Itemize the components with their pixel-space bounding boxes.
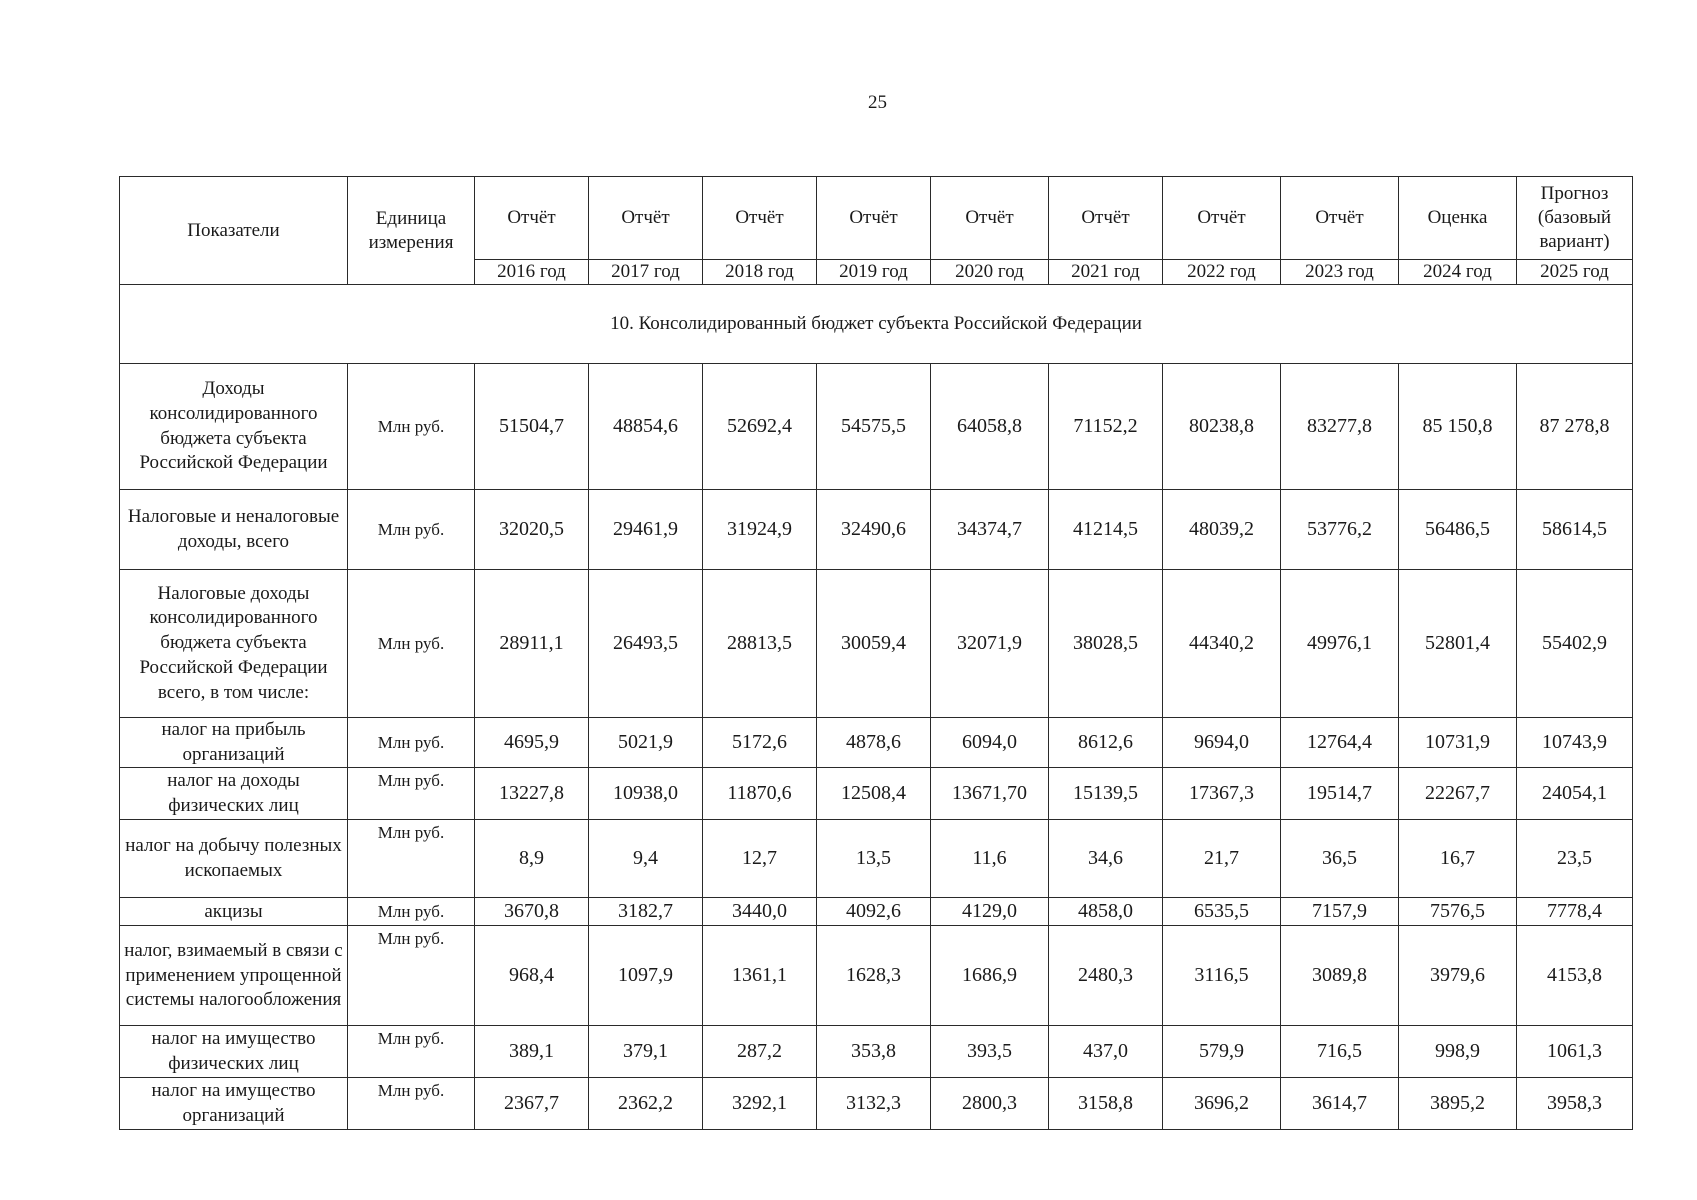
header-year: 2018 год <box>703 260 817 285</box>
table-row <box>120 768 1633 820</box>
header-year: 2022 год <box>1163 260 1281 285</box>
value-cell: 30059,4 <box>817 570 931 718</box>
value-cell: 54575,5 <box>817 364 931 490</box>
value-cell: 13227,8 <box>475 768 589 820</box>
value-cell: 716,5 <box>1281 1026 1399 1078</box>
value-cell: 64058,8 <box>931 364 1049 490</box>
value-cell: 6094,0 <box>931 718 1049 768</box>
value-cell: 12508,4 <box>817 768 931 820</box>
value-cell: 3670,8 <box>475 898 589 926</box>
value-cell: 1361,1 <box>703 926 817 1026</box>
value-cell: 7157,9 <box>1281 898 1399 926</box>
value-cell: 87 278,8 <box>1517 364 1633 490</box>
value-cell: 3089,8 <box>1281 926 1399 1026</box>
value-cell: 55402,9 <box>1517 570 1633 718</box>
table-header <box>120 177 1633 285</box>
value-cell: 3979,6 <box>1399 926 1517 1026</box>
value-cell: 11,6 <box>931 820 1049 898</box>
value-cell: 48039,2 <box>1163 490 1281 570</box>
value-cell: 3614,7 <box>1281 1078 1399 1130</box>
value-cell: 32071,9 <box>931 570 1049 718</box>
value-cell: 3158,8 <box>1049 1078 1163 1130</box>
value-cell: 32490,6 <box>817 490 931 570</box>
value-cell: 28813,5 <box>703 570 817 718</box>
row-label: Доходы консолидированного бюджета субъекта Российской Федерации <box>120 364 348 490</box>
value-cell: 22267,7 <box>1399 768 1517 820</box>
row-unit: Млн руб. <box>348 490 475 570</box>
value-cell: 9694,0 <box>1163 718 1281 768</box>
header-year: 2017 год <box>589 260 703 285</box>
header-year: 2025 год <box>1517 260 1633 285</box>
value-cell: 34,6 <box>1049 820 1163 898</box>
header-year: 2019 год <box>817 260 931 285</box>
value-cell: 52692,4 <box>703 364 817 490</box>
value-cell: 4878,6 <box>817 718 931 768</box>
value-cell: 5172,6 <box>703 718 817 768</box>
row-unit: Млн руб. <box>348 1026 475 1078</box>
row-label: налог на доходы физических лиц <box>120 768 348 820</box>
value-cell: 11870,6 <box>703 768 817 820</box>
header-status: Отчёт <box>931 177 1049 260</box>
value-cell: 2800,3 <box>931 1078 1049 1130</box>
value-cell: 2367,7 <box>475 1078 589 1130</box>
row-label: налог на имущество физических лиц <box>120 1026 348 1078</box>
table-row <box>120 898 1633 926</box>
header-year: 2023 год <box>1281 260 1399 285</box>
value-cell: 7778,4 <box>1517 898 1633 926</box>
value-cell: 19514,7 <box>1281 768 1399 820</box>
table-row <box>120 718 1633 768</box>
value-cell: 1061,3 <box>1517 1026 1633 1078</box>
header-status: Отчёт <box>1163 177 1281 260</box>
value-cell: 8612,6 <box>1049 718 1163 768</box>
value-cell: 12,7 <box>703 820 817 898</box>
value-cell: 23,5 <box>1517 820 1633 898</box>
header-year: 2024 год <box>1399 260 1517 285</box>
header-year: 2016 год <box>475 260 589 285</box>
table-row <box>120 1078 1633 1130</box>
value-cell: 287,2 <box>703 1026 817 1078</box>
row-unit: Млн руб. <box>348 820 475 898</box>
value-cell: 353,8 <box>817 1026 931 1078</box>
value-cell: 17367,3 <box>1163 768 1281 820</box>
value-cell: 49976,1 <box>1281 570 1399 718</box>
value-cell: 379,1 <box>589 1026 703 1078</box>
header-status: Отчёт <box>703 177 817 260</box>
table-row <box>120 364 1633 490</box>
value-cell: 31924,9 <box>703 490 817 570</box>
row-unit: Млн руб. <box>348 926 475 1026</box>
value-cell: 44340,2 <box>1163 570 1281 718</box>
value-cell: 998,9 <box>1399 1026 1517 1078</box>
value-cell: 38028,5 <box>1049 570 1163 718</box>
row-label: акцизы <box>120 898 348 926</box>
value-cell: 2362,2 <box>589 1078 703 1130</box>
header-status: Оценка <box>1399 177 1517 260</box>
row-unit: Млн руб. <box>348 1078 475 1130</box>
value-cell: 579,9 <box>1163 1026 1281 1078</box>
value-cell: 53776,2 <box>1281 490 1399 570</box>
value-cell: 3116,5 <box>1163 926 1281 1026</box>
value-cell: 5021,9 <box>589 718 703 768</box>
row-unit: Млн руб. <box>348 570 475 718</box>
value-cell: 80238,8 <box>1163 364 1281 490</box>
value-cell: 9,4 <box>589 820 703 898</box>
value-cell: 12764,4 <box>1281 718 1399 768</box>
value-cell: 13,5 <box>817 820 931 898</box>
row-label: налог, взимаемый в связи с применением упрощенной системы налогообложения <box>120 926 348 1026</box>
value-cell: 1628,3 <box>817 926 931 1026</box>
value-cell: 968,4 <box>475 926 589 1026</box>
value-cell: 3292,1 <box>703 1078 817 1130</box>
value-cell: 58614,5 <box>1517 490 1633 570</box>
value-cell: 16,7 <box>1399 820 1517 898</box>
header-status: Отчёт <box>1281 177 1399 260</box>
row-label: Налоговые и неналоговые доходы, всего <box>120 490 348 570</box>
budget-table-container <box>119 176 1630 1130</box>
header-status: Отчёт <box>475 177 589 260</box>
row-unit: Млн руб. <box>348 768 475 820</box>
value-cell: 1097,9 <box>589 926 703 1026</box>
section-row <box>120 285 1633 364</box>
header-row-top <box>120 177 1633 260</box>
header-status: Отчёт <box>817 177 931 260</box>
value-cell: 2480,3 <box>1049 926 1163 1026</box>
row-unit: Млн руб. <box>348 364 475 490</box>
value-cell: 34374,7 <box>931 490 1049 570</box>
header-year: 2021 год <box>1049 260 1163 285</box>
value-cell: 10938,0 <box>589 768 703 820</box>
value-cell: 24054,1 <box>1517 768 1633 820</box>
page-number: 25 <box>868 92 887 113</box>
table-row <box>120 926 1633 1026</box>
value-cell: 4092,6 <box>817 898 931 926</box>
header-status: Прогноз (базовый вариант) <box>1517 177 1633 260</box>
value-cell: 83277,8 <box>1281 364 1399 490</box>
table-row <box>120 820 1633 898</box>
value-cell: 3895,2 <box>1399 1078 1517 1130</box>
budget-table <box>119 176 1633 1130</box>
header-status: Отчёт <box>1049 177 1163 260</box>
value-cell: 48854,6 <box>589 364 703 490</box>
value-cell: 13671,70 <box>931 768 1049 820</box>
value-cell: 4129,0 <box>931 898 1049 926</box>
value-cell: 56486,5 <box>1399 490 1517 570</box>
value-cell: 26493,5 <box>589 570 703 718</box>
value-cell: 389,1 <box>475 1026 589 1078</box>
value-cell: 8,9 <box>475 820 589 898</box>
row-label: Налоговые доходы консолидированного бюджета субъекта Российской Федерации всего, в том числе: <box>120 570 348 718</box>
value-cell: 41214,5 <box>1049 490 1163 570</box>
value-cell: 7576,5 <box>1399 898 1517 926</box>
value-cell: 15139,5 <box>1049 768 1163 820</box>
value-cell: 3696,2 <box>1163 1078 1281 1130</box>
row-unit: Млн руб. <box>348 718 475 768</box>
row-unit: Млн руб. <box>348 898 475 926</box>
value-cell: 3958,3 <box>1517 1078 1633 1130</box>
value-cell: 6535,5 <box>1163 898 1281 926</box>
header-indicator: Показатели <box>120 177 348 285</box>
value-cell: 28911,1 <box>475 570 589 718</box>
value-cell: 4153,8 <box>1517 926 1633 1026</box>
header-status: Отчёт <box>589 177 703 260</box>
row-label: налог на прибыль организаций <box>120 718 348 768</box>
value-cell: 1686,9 <box>931 926 1049 1026</box>
value-cell: 393,5 <box>931 1026 1049 1078</box>
value-cell: 32020,5 <box>475 490 589 570</box>
value-cell: 4695,9 <box>475 718 589 768</box>
value-cell: 10743,9 <box>1517 718 1633 768</box>
table-row <box>120 1026 1633 1078</box>
section-title: 10. Консолидированный бюджет субъекта Российской Федерации <box>120 285 1633 364</box>
value-cell: 437,0 <box>1049 1026 1163 1078</box>
value-cell: 10731,9 <box>1399 718 1517 768</box>
value-cell: 4858,0 <box>1049 898 1163 926</box>
value-cell: 51504,7 <box>475 364 589 490</box>
header-year: 2020 год <box>931 260 1049 285</box>
value-cell: 36,5 <box>1281 820 1399 898</box>
value-cell: 3132,3 <box>817 1078 931 1130</box>
value-cell: 85 150,8 <box>1399 364 1517 490</box>
value-cell: 21,7 <box>1163 820 1281 898</box>
value-cell: 52801,4 <box>1399 570 1517 718</box>
table-body <box>120 285 1633 1130</box>
table-row <box>120 490 1633 570</box>
table-row <box>120 570 1633 718</box>
row-label: налог на добычу полезных ископаемых <box>120 820 348 898</box>
value-cell: 3182,7 <box>589 898 703 926</box>
row-label: налог на имущество организаций <box>120 1078 348 1130</box>
value-cell: 71152,2 <box>1049 364 1163 490</box>
header-unit: Единица измерения <box>348 177 475 285</box>
value-cell: 3440,0 <box>703 898 817 926</box>
value-cell: 29461,9 <box>589 490 703 570</box>
